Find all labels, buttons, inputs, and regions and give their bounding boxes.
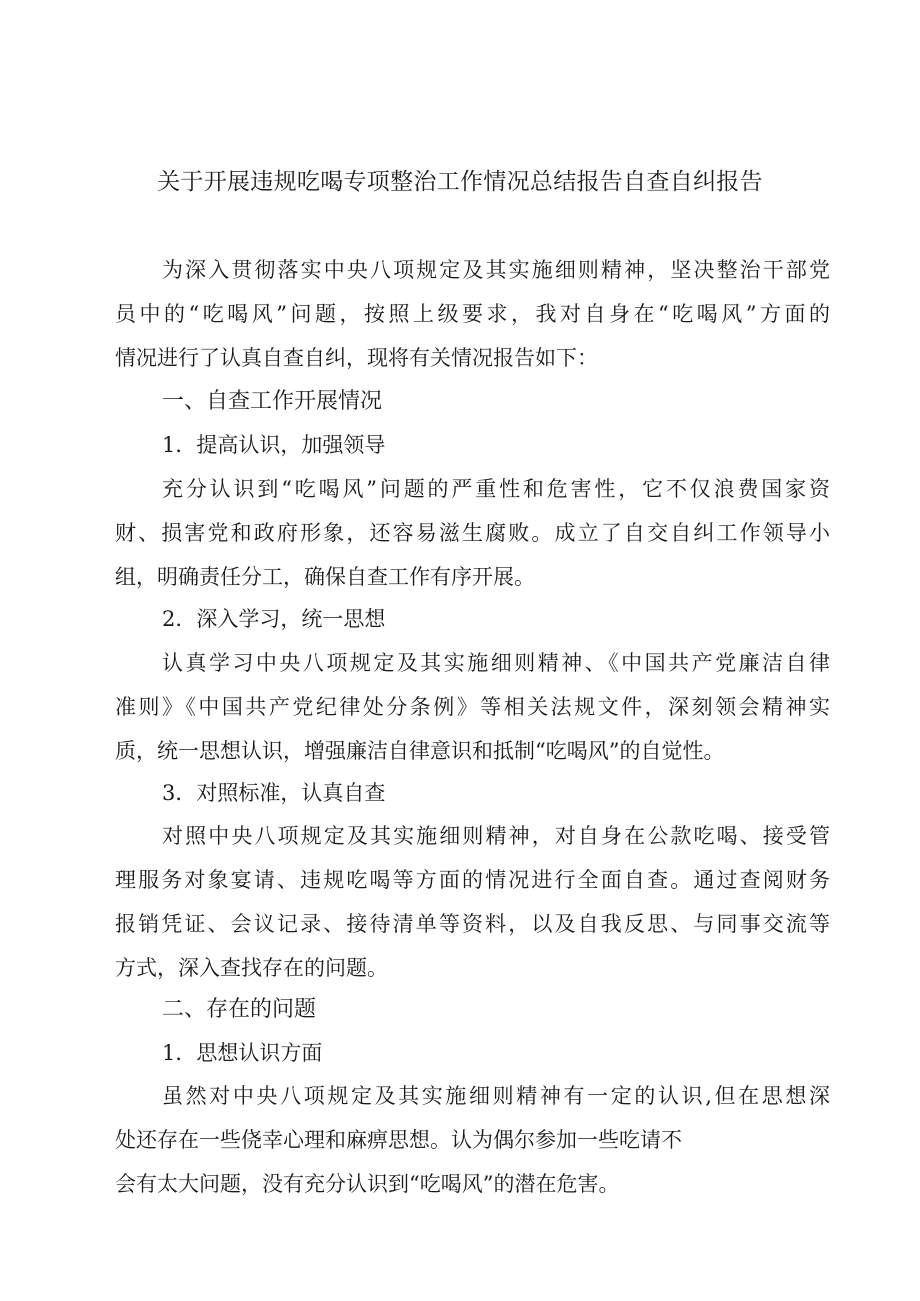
- section-2-heading: 二、存在的问题: [162, 997, 317, 1022]
- section-1-item-2-title: 2．深入学习，统一思想: [162, 607, 386, 631]
- section-2-item-1-title: 1．思想认识方面: [162, 1041, 323, 1065]
- section-1-item-2-line-1: 认真学习中央八项规定及其实施细则精神、《中国共产党廉洁自律: [162, 651, 830, 675]
- intro-line-1: 为深入贯彻落实中央八项规定及其实施细则精神，坚决整治干部党: [162, 258, 830, 282]
- section-1-item-3-title: 3．对照标准，认真自查: [162, 781, 386, 805]
- document-title: 关于开展违规吃喝专项整治工作情况总结报告自查自纠报告: [157, 169, 763, 195]
- section-1-item-3-line-4: 方式，深入查找存在的问题。: [115, 956, 388, 980]
- section-1-item-1-line-3: 组，明确责任分工，确保自查工作有序开展。: [115, 565, 535, 589]
- section-2-item-1-line-1: 虽然对中央八项规定及其实施细则精神有一定的认识,但在思想深: [162, 1084, 830, 1108]
- section-1-heading: 一、自查工作开展情况: [162, 389, 383, 414]
- section-1-item-1-title: 1．提高认识，加强领导: [162, 433, 386, 457]
- section-1-item-3-line-3: 报销凭证、会议记录、接待清单等资料，以及自我反思、与同事交流等: [115, 912, 830, 936]
- intro-line-3: 情况进行了认真自查自纠，现将有关情况报告如下：: [115, 346, 598, 370]
- section-2-item-1-line-2: 处还存在一些侥幸心理和麻痹思想。认为偶尔参加一些吃请不: [115, 1128, 682, 1152]
- section-1-item-3-line-2: 理服务对象宴请、违规吃喝等方面的情况进行全面自查。通过查阅财务: [115, 868, 830, 892]
- section-1-item-1-line-1: 充分认识到“吃喝风”问题的严重性和危害性，它不仅浪费国家资: [162, 477, 830, 501]
- section-1-item-1-line-2: 财、损害党和政府形象，还容易滋生腐败。成立了自交自纠工作领导小: [115, 521, 830, 545]
- intro-line-2: 员中的“吃喝风”问题，按照上级要求，我对自身在“吃喝风”方面的: [115, 302, 830, 326]
- section-2-item-1-line-3: 会有太大问题，没有充分认识到“吃喝风”的潜在危害。: [115, 1172, 620, 1196]
- section-1-item-3-line-1: 对照中央八项规定及其实施细则精神，对自身在公款吃喝、接受管: [162, 824, 830, 848]
- section-1-item-2-line-2: 准则》《中国共产党纪律处分条例》等相关法规文件，深刻领会精神实: [115, 695, 830, 719]
- section-1-item-2-line-3: 质，统一思想认识，增强廉洁自律意识和抵制“吃喝风”的自觉性。: [115, 739, 725, 763]
